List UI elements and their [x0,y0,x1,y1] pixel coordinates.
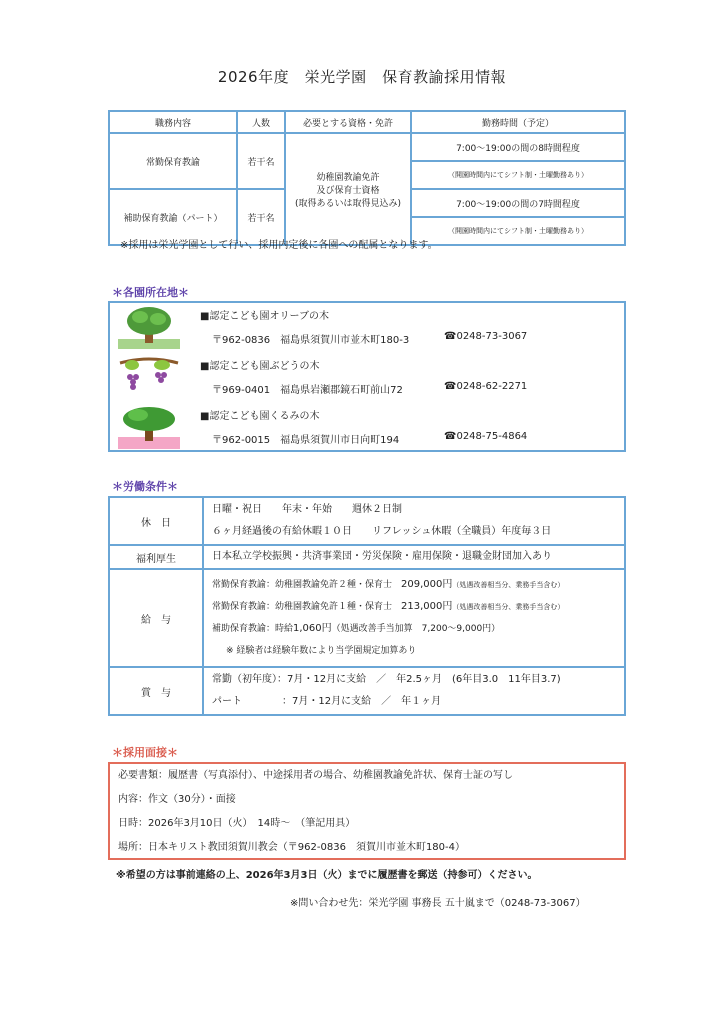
salary-line [204,596,624,618]
role-cell: 常勤保育教諭 [109,133,237,189]
conditions-table [108,496,626,716]
welfare-cell [203,545,625,569]
locations-box [108,301,626,452]
salary-line [204,618,624,640]
holiday-cell [203,497,625,545]
qualification-line: (取得あるいは取得見込み) [294,198,402,209]
salary-text: 常勤保育教諭：幼稚園教諭免許２種・保育士 [212,580,402,590]
conditions-heading: ＊労働条件＊ [112,480,178,493]
interview-heading: ＊採用面接＊ [112,746,178,759]
salary-amount: 1,060円 [293,623,332,634]
count-cell: 若干名 [237,133,285,189]
table-row [109,569,625,667]
salary-amount: 209,000円 [401,579,453,590]
bonus-label: 賞 与 [109,667,203,715]
salary-label: 給 与 [109,569,203,667]
locations-heading: ＊各園所在地＊ [112,286,189,299]
count-cell: 若干名 [237,189,285,245]
welfare-label: 福利厚生 [109,545,203,569]
interview-place: 場所：日本キリスト教団須賀川教会（〒962-0836 須賀川市並木町180-4） [118,842,466,853]
bonus-line: パート ：7月・12月に支給 ／ 年１ヶ月 [212,696,442,707]
location-address: 〒962-0015 福島県須賀川市日向町194 [212,435,400,446]
role-cell: 補助保育教諭（パート） [109,189,237,245]
olive-tree-icon [118,305,180,349]
walnut-tree-icon [118,405,180,449]
salary-text: 補助保育教諭：時給 [212,624,294,634]
job-note: ※採用は栄光学園として行い、採用内定後に各園への配属となります。 [120,240,438,251]
location-name: ■認定こども園オリーブの木 [200,311,329,322]
holiday-label: 休 日 [109,497,203,545]
hours-note-cell: （開園時間内にてシフト制・土曜勤務あり） [411,217,625,245]
page-title: 2026年度 栄光学園 保育教諭採用情報 [217,68,507,86]
salary-note: （処遇改善相当分、業務手当含む） [452,581,565,589]
interview-box [108,762,626,860]
location-tel: ☎0248-75-4864 [444,431,528,442]
job-table [108,110,626,246]
salary-note: （処遇改善相当分、業務手当含む） [452,603,565,611]
location-address: 〒969-0401 福島県岩瀬郡鏡石町前山72 [212,385,403,396]
salary-note: （処遇改善手当加算 7,200〜9,000円） [331,624,501,634]
hours-cell: 7:00〜19:00の間の7時間程度 [411,189,625,217]
location-name: ■認定こども園ぶどうの木 [200,361,320,372]
interview-documents: 必要書類：履歴書（写真添付）、中途採用者の場合、幼稚園教諭免許状、保育士証の写し [118,770,513,781]
job-table-header [109,111,625,133]
bonus-cell [203,667,625,715]
table-row [109,667,625,715]
location-tel: ☎0248-73-3067 [444,331,528,342]
qualification-line: 幼稚園教諭免許 [316,172,380,183]
qualification-cell [285,133,411,245]
interview-content: 内容：作文（30分）・面接 [118,794,236,805]
header-qualification: 必要とする資格・免許 [285,111,411,133]
welfare-text: 日本私立学校振興・共済事業団・労災保険・雇用保険・退職金財団加入あり [212,551,552,562]
contact-info: ※問い合わせ先：栄光学園 事務長 五十嵐まで（0248-73-3067） [290,898,586,909]
hours-cell: 7:00〜19:00の間の8時間程度 [411,133,625,161]
location-address: 〒962-0836 福島県須賀川市並木町180-3 [212,335,410,346]
qualification-line: 及び保育士資格 [316,185,380,196]
salary-text: 常勤保育教諭：幼稚園教諭免許１種・保育士 [212,602,402,612]
salary-cell [203,569,625,667]
holiday-line: ６ヶ月経過後の有給休暇１０日 リフレッシュ休暇（全職員）年度毎３日 [212,526,552,537]
application-note: ※希望の方は事前連絡の上、2026年3月3日（火）までに履歴書を郵送（持参可）ください。 [116,870,538,881]
table-row [109,497,625,545]
header-role: 職務内容 [109,111,237,133]
location-item [110,303,624,353]
location-item [110,353,624,403]
salary-experience-note: ※ 経験者は経験年数により当学園規定加算あり [226,646,417,656]
location-item [110,403,624,453]
salary-amount: 213,000円 [401,601,453,612]
holiday-line: 日曜・祝日 年末・年始 週休２日制 [212,504,402,515]
table-row [109,545,625,569]
interview-datetime: 日時：2026年3月10日（火） 14時〜 （筆記用具） [118,818,356,829]
location-name: ■認定こども園くるみの木 [200,411,320,422]
hours-note-cell: （開園時間内にてシフト制・土曜勤務あり） [411,161,625,189]
grape-vine-icon [118,355,180,399]
header-hours: 勤務時間（予定） [411,111,625,133]
table-row [109,133,625,161]
bonus-line: 常勤（初年度）：7月・12月に支給 ／ 年2.5ヶ月 (6年目3.0 11年目3.7) [212,674,561,685]
location-tel: ☎0248-62-2271 [444,381,528,392]
salary-line [204,574,624,596]
header-count: 人数 [237,111,285,133]
